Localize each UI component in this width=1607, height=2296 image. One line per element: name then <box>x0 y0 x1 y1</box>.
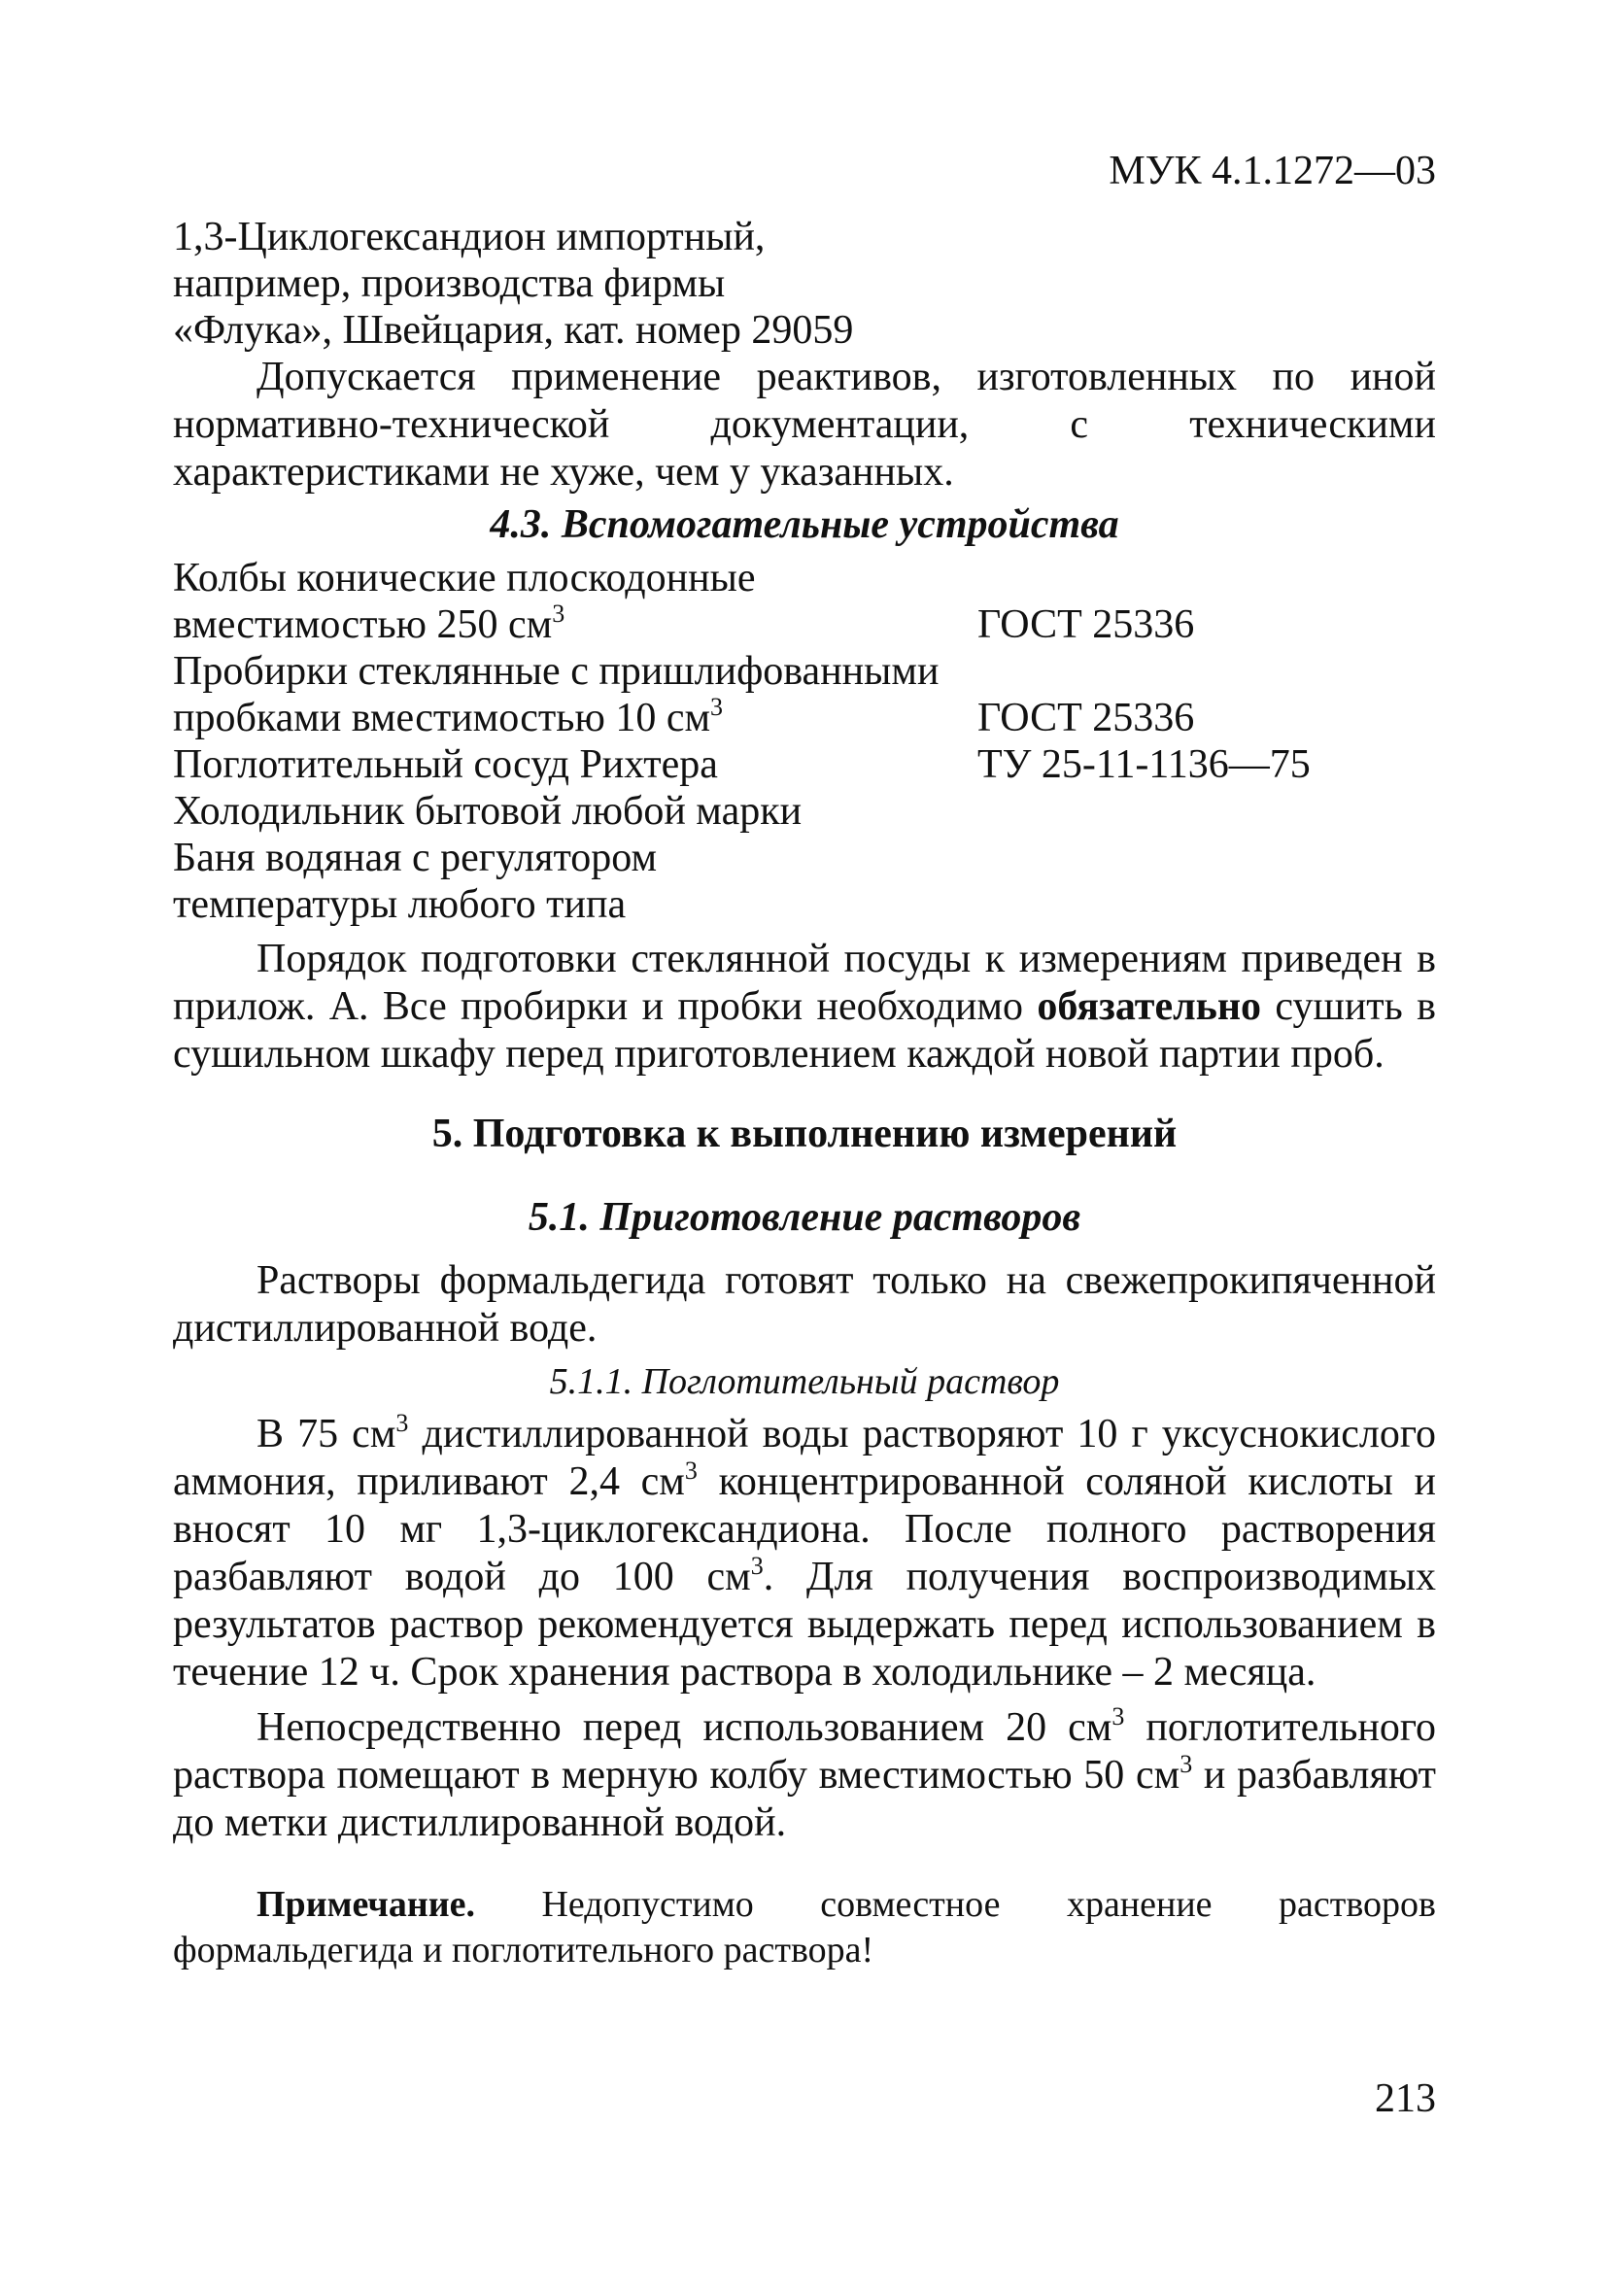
document-page <box>173 146 1436 1973</box>
before-use-paragraph: Непосредственно перед использованием 20 $см^3$ поглотительного раствора помещают в мерную колбу вместимостью 50 $см^3$ и разбавляют до метки дистиллированной водой. <box>173 1702 1437 1845</box>
equipment-row <box>173 741 1436 788</box>
equipment-name: Холодильник бытовой любой марки <box>173 789 803 834</box>
note-paragraph: Примечание. Недопустимо совместное хранение растворов формальдегида и поглотительного раствора! <box>173 1884 1436 1970</box>
emphasis-text: обязательно <box>1037 984 1262 1029</box>
equipment-row <box>173 788 1436 835</box>
equipment-standard: ТУ 25-11-1136—75 <box>977 742 1311 787</box>
superscript: 3 <box>395 1409 409 1437</box>
equipment-name: Пробирки стеклянные с пришлифованными <box>173 649 940 694</box>
reagent-line: «Флука», Швейцария, кат. номер 29059 <box>173 308 854 353</box>
glassware-paragraph: Порядок подготовки стеклянной посуды к измерениям приведен в прилож. А. Все пробирки и пробки необходимо обязательно сушить в сушильном шкафу перед приготовлением каждой новой партии проб. <box>173 937 1436 1077</box>
equipment-standard: ГОСТ 25336 <box>977 602 1195 647</box>
superscript: 3 <box>552 600 565 628</box>
equipment-row <box>173 695 1436 741</box>
equipment-standard: ГОСТ 25336 <box>977 696 1195 740</box>
section-5-1-heading: 5.1. Приготовление растворов <box>528 1195 1081 1240</box>
equipment-name: Колбы конические плоскодонные <box>173 556 756 600</box>
superscript: 3 <box>1111 1702 1125 1731</box>
aux-devices-list <box>173 555 1436 928</box>
equipment-name-cont: вместимостью 250 $см^3$ <box>173 600 565 647</box>
equipment-row <box>173 835 1436 881</box>
aux-devices-heading: 4.3. Вспомогательные устройства <box>490 502 1119 547</box>
equipment-name: Баня водяная с регулятором <box>173 836 658 880</box>
superscript: 3 <box>684 1456 698 1485</box>
reagent-line: 1,3-Циклогександион импортный, <box>173 215 766 259</box>
equipment-row <box>173 881 1436 928</box>
superscript: 3 <box>710 693 724 721</box>
reagent-line: например, производства фирмы <box>173 261 726 306</box>
document-code-header: МУК 4.1.1272—03 <box>1109 149 1436 193</box>
solutions-intro-paragraph: Растворы формальдегида готовят только на свежепрокипяченной дистиллированной воде. <box>173 1258 1436 1351</box>
equipment-name-cont: пробками вместимостью 10 $см^3$ <box>173 693 724 740</box>
equipment-row <box>173 601 1436 648</box>
equipment-name-cont: температуры любого типа <box>173 882 627 927</box>
section-5-1-1-heading: 5.1.1. Поглотительный раствор <box>549 1361 1060 1402</box>
superscript: 3 <box>750 1552 764 1580</box>
absorbing-solution-paragraph: В 75 $см^3$ дистиллированной воды растворяют 10 г уксуснокислого аммония, приливают 2,4 $см^3$ концентрированной соляной кислоты и вносят 10 мг 1,3-циклогександиона. После полного растворения разбавляют водой до 100 $см^3$. Для получения воспроизводимых результатов раствор рекомендуется выдержать перед использованием в течение 12 ч. Срок хранения раствора в холодильнике – 2 месяца. <box>173 1409 1437 1695</box>
equipment-row <box>173 648 1436 695</box>
superscript: 3 <box>1180 1750 1193 1778</box>
reagent-description <box>173 214 1436 354</box>
equipment-name: Поглотительный сосуд Рихтера <box>173 742 718 787</box>
equipment-row <box>173 555 1436 601</box>
allowance-paragraph: Допускается применение реактивов, изготовленных по иной нормативно-технической документации, с техническими характеристиками не хуже, чем у указанных. <box>173 355 1436 495</box>
section-5-heading: 5. Подготовка к выполнению измерений <box>431 1112 1178 1156</box>
page-number: 213 <box>1375 2076 1436 2121</box>
note-label: Примечание. <box>256 1884 475 1925</box>
